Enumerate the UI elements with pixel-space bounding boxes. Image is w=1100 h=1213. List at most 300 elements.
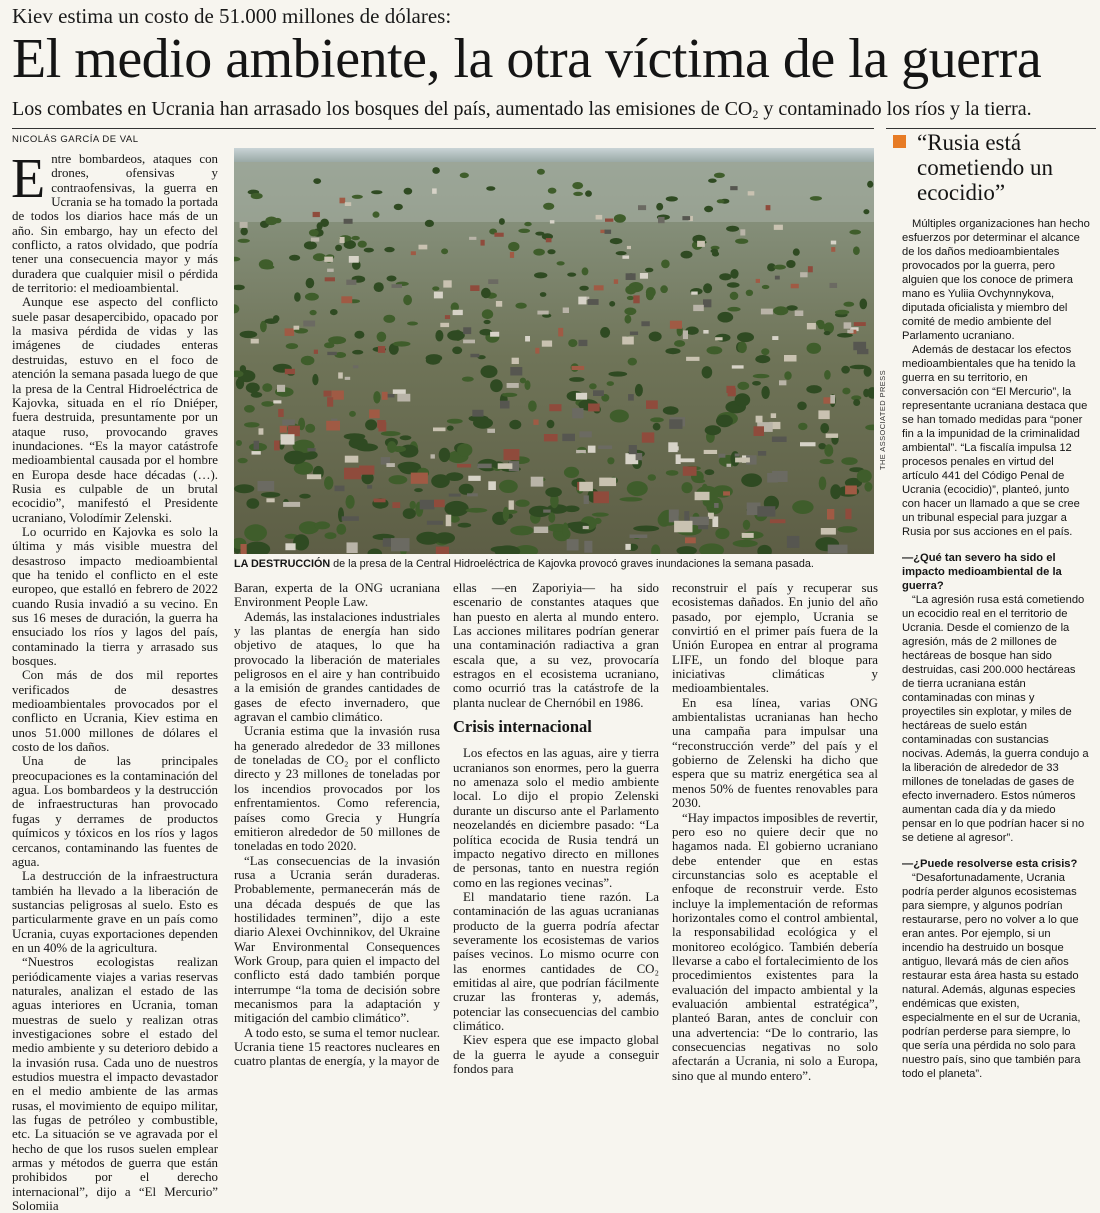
- tree-clump: [573, 192, 583, 196]
- tree-clump: [797, 402, 807, 411]
- tree-clump: [351, 236, 359, 240]
- tree-clump: [711, 249, 719, 253]
- house-roof: [669, 510, 679, 523]
- house-roof: [367, 485, 372, 489]
- tree-clump: [681, 251, 693, 259]
- tree-clump: [400, 435, 412, 440]
- house-roof: [596, 215, 603, 220]
- house-roof: [345, 456, 359, 463]
- house-roof: [630, 535, 648, 539]
- house-roof: [392, 502, 400, 508]
- house-roof: [853, 342, 866, 350]
- tree-clump: [241, 227, 248, 235]
- tree-clump: [798, 423, 807, 430]
- house-roof: [281, 434, 295, 444]
- deck-text-end: y contaminado los ríos y la tierra.: [758, 98, 1032, 120]
- tree-clump: [425, 220, 434, 227]
- tree-clump: [324, 476, 333, 489]
- tree-clump: [330, 309, 338, 315]
- deck-text-start: Los combates en Ucrania han arrasado los bosques del país, aumentado las emisiones de CO: [12, 98, 753, 120]
- house-roof: [658, 217, 665, 223]
- tree-clump: [753, 374, 770, 378]
- house-roof: [844, 322, 852, 328]
- house-roof: [457, 464, 471, 468]
- tree-clump: [315, 521, 331, 529]
- tree-clump: [356, 443, 378, 451]
- tree-clump: [624, 308, 636, 316]
- tree-clump: [810, 196, 822, 201]
- tree-clump: [499, 480, 518, 493]
- house-roof: [627, 246, 631, 249]
- house-roof: [431, 454, 435, 458]
- tree-clump: [567, 273, 576, 277]
- tree-clump: [299, 494, 311, 499]
- house-roof: [427, 521, 443, 525]
- house-roof: [588, 404, 600, 412]
- house-roof: [695, 492, 710, 500]
- subheading: Crisis internacional: [453, 717, 592, 737]
- tree-clump: [387, 441, 396, 453]
- house-roof: [280, 426, 287, 433]
- drop-cap: E: [11, 148, 46, 210]
- tree-clump: [251, 193, 263, 199]
- tree-clump: [509, 420, 521, 430]
- tree-clump: [393, 341, 411, 346]
- sidebar-paragraph: Múltiples organizaciones han hecho esfuerzos por determinar el alcance de los daños medioambientales provocados por la guerra, pero alguien que los conoce de primera mano es Yuliia Ovchynnykova, diputada oficialista y miembro del comité de medio ambiente del Parlamento ucraniano.: [902, 218, 1090, 342]
- house-roof: [338, 372, 343, 378]
- paragraph: Los efectos en las aguas, aire y tierra ucranianos son enormes, pero la guerra no amenaza solo el medio ambiente local. Lo dijo el propio Zelenski durante un discurso ante el Parlamento neozelandés en diciembre pasado: “La política ecocida de Rusia tendrá un impacto negativo directo en millones de personas, tanto en nuestra región como en las regiones vecinas”.: [453, 746, 659, 890]
- house-roof: [285, 328, 295, 336]
- house-roof: [756, 416, 763, 423]
- house-roof: [490, 332, 499, 337]
- house-roof: [646, 400, 658, 409]
- tree-clump: [457, 444, 472, 457]
- house-roof: [419, 245, 428, 250]
- tree-clump: [407, 322, 418, 326]
- house-roof: [576, 450, 586, 453]
- tree-clump: [533, 249, 545, 256]
- tree-clump: [568, 339, 577, 347]
- tree-clump: [528, 401, 537, 412]
- tree-clump: [387, 276, 397, 282]
- tree-clump: [262, 383, 272, 392]
- house-roof: [392, 284, 403, 288]
- house-roof: [274, 441, 280, 451]
- house-roof: [845, 486, 857, 495]
- tree-clump: [666, 470, 679, 476]
- house-roof: [774, 225, 783, 230]
- tree-clump: [458, 523, 472, 528]
- house-roof: [583, 526, 589, 529]
- house-roof: [433, 428, 446, 432]
- house-roof: [285, 369, 295, 374]
- tree-clump: [635, 384, 643, 397]
- house-roof: [411, 473, 428, 484]
- caption-lead: LA DESTRUCCIÓN: [234, 558, 331, 570]
- tree-clump: [481, 365, 498, 378]
- house-roof: [344, 468, 361, 480]
- house-roof: [827, 509, 834, 520]
- tree-clump: [853, 399, 860, 406]
- tree-clump: [727, 282, 740, 287]
- tree-clump: [373, 391, 380, 403]
- tree-clump: [650, 417, 664, 422]
- byline: NICOLÁS GARCÍA DE VAL: [12, 134, 139, 145]
- article-column-1: [11, 148, 218, 1213]
- house-roof: [693, 305, 704, 311]
- house-roof: [588, 446, 596, 453]
- paragraph: En esa línea, varias ONG ambientalistas ucranianas han hecho una campaña para impulsar una “reconstrucción verde” del país y el gobierno de Zelenski ha dicho que espera que su matriz energética sea al menos 50% de fuentes renovables para 2030.: [672, 695, 878, 811]
- tree-clump: [543, 203, 554, 210]
- article-column-4: [672, 581, 878, 1083]
- tree-clump: [564, 506, 580, 513]
- house-roof: [728, 388, 736, 396]
- house-roof: [472, 410, 483, 417]
- tree-clump: [838, 526, 858, 533]
- tree-clump: [627, 481, 648, 496]
- tree-clump: [304, 241, 317, 249]
- house-roof: [686, 357, 699, 361]
- tree-clump: [761, 348, 769, 355]
- tree-clump: [410, 501, 416, 509]
- house-roof: [252, 451, 261, 455]
- tree-clump: [503, 507, 509, 522]
- house-roof: [742, 533, 754, 538]
- house-roof: [445, 315, 450, 319]
- house-roof: [314, 350, 318, 354]
- sidebar-interview: [902, 217, 1090, 1081]
- house-roof: [544, 434, 558, 441]
- tree-clump: [294, 292, 301, 301]
- tree-clump: [490, 379, 503, 392]
- paragraph: A todo esto, se suma el temor nuclear. Ucrania tiene 15 reactores nucleares en cuatro plantas de energía, y la mayor de: [234, 1025, 440, 1069]
- tree-clump: [312, 374, 318, 385]
- tree-clump: [548, 512, 555, 522]
- tree-clump: [499, 218, 505, 225]
- tree-clump: [579, 286, 588, 291]
- house-roof: [772, 437, 787, 443]
- tree-clump: [663, 406, 679, 415]
- tree-clump: [520, 378, 526, 384]
- tree-clump: [439, 448, 450, 462]
- house-roof: [626, 273, 636, 280]
- house-roof: [808, 266, 813, 272]
- house-roof: [578, 297, 586, 305]
- house-roof: [821, 528, 836, 535]
- house-roof: [469, 237, 476, 240]
- tree-clump: [432, 167, 440, 174]
- house-roof: [630, 332, 638, 336]
- tree-clump: [460, 173, 469, 179]
- house-roof: [758, 451, 766, 456]
- house-roof: [543, 510, 550, 513]
- tree-clump: [447, 419, 463, 424]
- tree-clump: [773, 306, 788, 315]
- tree-clump: [841, 366, 850, 374]
- tree-clump: [537, 169, 545, 175]
- house-roof: [546, 238, 552, 242]
- headline: El medio ambiente, la otra víctima de la guerra: [12, 28, 1042, 90]
- deck-subscript: 2: [752, 107, 759, 121]
- house-roof: [311, 238, 319, 242]
- house-roof: [537, 311, 548, 315]
- paragraph: Kiev espera que ese impacto global de la guerra le ayude a conseguir fondos para: [453, 1033, 659, 1076]
- house-roof: [628, 394, 634, 401]
- tree-clump: [674, 340, 685, 347]
- tree-clump: [585, 190, 592, 196]
- tree-clump: [835, 310, 849, 315]
- tree-clump: [244, 405, 255, 413]
- house-roof: [327, 352, 337, 355]
- house-roof: [369, 410, 380, 419]
- house-roof: [669, 419, 682, 429]
- house-roof: [605, 230, 612, 234]
- tree-clump: [547, 249, 555, 254]
- house-roof: [278, 409, 284, 417]
- tree-clump: [564, 467, 579, 478]
- house-roof: [324, 257, 333, 262]
- tree-clump: [502, 393, 517, 397]
- tree-clump: [371, 190, 382, 194]
- tree-clump: [236, 378, 244, 390]
- house-roof: [567, 539, 579, 550]
- house-roof: [507, 383, 519, 388]
- house-roof: [641, 321, 649, 326]
- house-roof: [703, 299, 711, 307]
- tree-clump: [346, 495, 355, 509]
- house-roof: [359, 466, 374, 475]
- photo-credit: THE ASSOCIATED PRESS: [878, 370, 887, 470]
- tree-clump: [572, 182, 583, 189]
- house-roof: [282, 420, 295, 426]
- house-roof: [622, 256, 629, 259]
- house-roof: [488, 481, 496, 490]
- house-roof: [787, 536, 800, 548]
- tree-clump: [705, 425, 721, 435]
- deck: [12, 96, 1092, 127]
- sidebar-paragraph: Además de destacar los efectos medioambientales que ha tenido la guerra en su territorio, en conversación con “El Mercurio”, la representante ucraniana destaca que se han tomado medidas para “poner fin a la impunidad de la criminalidad ambiental”. “La fiscalía impulsa 12 procesos penales en virtud del artículo 441 del Código Penal de Ucrania (ecocidio)”, planteó, junto con hacer un llamado a que se cree un tribunal especial para juzgar a Rusia por sus acciones en el país.: [902, 344, 1088, 538]
- tree-clump: [354, 331, 364, 339]
- tree-clump: [735, 239, 748, 244]
- tree-clump: [398, 462, 421, 472]
- house-roof: [704, 450, 717, 454]
- house-roof: [285, 543, 295, 550]
- tree-clump: [384, 247, 394, 252]
- tree-clump: [746, 290, 753, 296]
- house-roof: [638, 205, 646, 210]
- tree-clump: [486, 186, 495, 191]
- tree-clump: [645, 268, 653, 273]
- tree-clump: [784, 371, 791, 380]
- house-roof: [477, 464, 491, 469]
- house-roof: [748, 191, 755, 195]
- tree-clump: [265, 217, 277, 226]
- house-roof: [761, 309, 773, 315]
- house-roof: [468, 476, 480, 481]
- tree-clump: [717, 312, 733, 323]
- tree-clump: [592, 513, 609, 517]
- house-roof: [504, 449, 520, 460]
- tree-clump: [473, 417, 493, 428]
- house-roof: [393, 389, 406, 394]
- house-roof: [683, 330, 688, 339]
- house-roof: [754, 426, 765, 436]
- tree-clump: [842, 388, 850, 395]
- house-roof: [766, 205, 771, 210]
- house-roof: [342, 516, 359, 521]
- tree-clump: [305, 293, 319, 301]
- tree-clump: [646, 287, 656, 297]
- house-roof: [683, 466, 697, 475]
- house-roof: [345, 377, 351, 380]
- tree-clump: [394, 204, 403, 210]
- house-roof: [453, 310, 463, 315]
- tree-clump: [244, 524, 267, 541]
- tree-clump: [435, 532, 455, 544]
- house-roof: [599, 478, 616, 487]
- tree-clump: [737, 332, 754, 342]
- paragraph: reconstruir el país y recuperar sus ecosistemas dañados. En junio del año pasado, por ejemplo, Ucrania se convirtió en el primer país fuera de la Unión Europea en entrar al programa LIFE, un fondo del bloque para iniciativas climáticas y medioambientales.: [672, 581, 878, 696]
- tree-clump: [864, 482, 872, 492]
- house-roof: [588, 299, 599, 305]
- house-roof: [386, 463, 395, 467]
- house-roof: [432, 188, 437, 193]
- paragraph: Lo ocurrido en Kajovka es solo la última y más visible muestra del desastroso impacto medioambiental que ha tenido el conflicto en el este europeo, que estalló en febrero de 2022 cuando Rusia invadió a su vecino. En sus 16 meses de duración, la guerra ha ensuciado los ríos y lagos del país, contaminado la tierra y arrasado sus bosques.: [12, 524, 218, 669]
- paragraph: Además, las instalaciones industriales y las plantas de energía han sido objetivo de ataques, lo que ha provocado la liberación de materiales peligrosos en el aire y han contribuido a la emisión de grandes cantidades de gases de efecto invernadero, que agravan el cambio climático.: [234, 609, 440, 725]
- tree-clump: [447, 426, 454, 431]
- house-roof: [391, 538, 410, 551]
- house-roof: [579, 431, 591, 437]
- house-roof: [558, 328, 563, 337]
- house-roof: [377, 420, 386, 428]
- house-roof: [579, 482, 593, 491]
- tree-clump: [824, 370, 831, 380]
- tree-clump: [515, 500, 529, 507]
- tree-clump: [682, 482, 693, 493]
- tree-clump: [383, 315, 395, 323]
- house-roof: [732, 365, 744, 368]
- house-roof: [251, 339, 259, 344]
- house-roof: [420, 500, 435, 510]
- tree-clump: [730, 269, 738, 279]
- house-roof: [488, 279, 498, 284]
- house-roof: [622, 337, 634, 345]
- caption-text: de la presa de la Central Hidroeléctrica de Kajovka provocó graves inundaciones la semana pasada.: [330, 558, 814, 570]
- tree-clump: [313, 253, 326, 261]
- tree-clump: [702, 366, 713, 378]
- tree-clump: [264, 318, 278, 324]
- tree-clump: [414, 488, 423, 492]
- house-roof: [303, 321, 315, 327]
- house-roof: [830, 395, 835, 404]
- article-column-3: [453, 581, 659, 1076]
- house-roof: [767, 473, 778, 483]
- tree-clump: [607, 457, 614, 464]
- house-roof: [845, 509, 851, 520]
- house-roof: [633, 295, 639, 303]
- house-roof: [691, 292, 698, 295]
- tree-clump: [649, 332, 662, 342]
- house-roof: [535, 348, 539, 354]
- house-roof: [854, 322, 866, 326]
- tree-clump: [648, 474, 656, 481]
- house-roof: [327, 269, 334, 272]
- house-roof: [795, 311, 804, 317]
- tree-clump: [730, 292, 739, 300]
- house-roof: [614, 279, 618, 284]
- house-roof: [446, 515, 452, 527]
- tree-clump: [459, 484, 474, 495]
- house-roof: [326, 421, 340, 431]
- house-roof: [307, 474, 321, 479]
- tree-clump: [665, 348, 680, 354]
- tree-clump: [741, 473, 762, 487]
- tree-clump: [545, 487, 562, 497]
- tree-clump: [708, 179, 717, 183]
- house-roof: [723, 491, 730, 495]
- house-roof: [718, 454, 725, 458]
- house-roof: [826, 434, 838, 438]
- tree-clump: [607, 381, 614, 386]
- house-roof: [714, 503, 719, 508]
- house-roof: [735, 454, 740, 457]
- house-roof: [584, 541, 592, 553]
- tree-clump: [755, 355, 770, 363]
- tree-clump: [313, 178, 321, 184]
- tree-clump: [328, 336, 346, 344]
- house-roof: [258, 481, 275, 491]
- tree-clump: [441, 248, 448, 254]
- tree-clump: [627, 296, 634, 300]
- house-roof: [625, 544, 630, 550]
- sidebar-accent-square: [893, 135, 906, 148]
- paragraph: “Hay impactos imposibles de revertir, pero eso no quiere decir que no hagamos nada. El gobierno ucraniano debe entender que en estas circunstancias solo es aceptable el enfoque de reconstruir verde. Esto incluye la implementación de reformas horizontales como el control ambiental, la responsabilidad ecológica y el monitoreo ecológico. También debería llevarse a cabo el fortalecimiento de los procedimientos existentes para la evaluación del impacto ambiental y la evaluación ambiental estratégica”, planteó Baran, antes de concluir con una advertencia: “De lo contrario, las consecuencias negativas no solo afectarán a Ucrania, ni solo a Europa, sino que al mundo entero”.: [672, 810, 878, 1083]
- tree-clump: [358, 241, 367, 248]
- house-roof: [727, 464, 732, 467]
- house-roof: [685, 537, 696, 543]
- tree-clump: [336, 524, 346, 535]
- house-roof: [387, 394, 394, 398]
- house-roof: [533, 420, 538, 425]
- tree-clump: [325, 532, 337, 539]
- house-roof: [674, 521, 692, 533]
- tree-clump: [843, 302, 854, 307]
- tree-clump: [737, 382, 749, 390]
- tree-clump: [857, 470, 872, 483]
- tree-clump: [660, 285, 668, 293]
- house-roof: [531, 477, 544, 487]
- interview-question: —¿Qué tan severo ha sido el impacto medioambiental de la guerra?: [902, 552, 1062, 592]
- house-roof: [703, 330, 708, 334]
- interview-question: —¿Puede resolverse esta crisis?: [902, 858, 1078, 870]
- house-roof: [735, 458, 750, 463]
- tree-clump: [661, 260, 670, 269]
- tree-clump: [714, 173, 725, 178]
- house-roof: [670, 321, 682, 329]
- tree-clump: [508, 242, 519, 251]
- tree-clump: [261, 492, 280, 497]
- tree-clump: [733, 540, 758, 547]
- article-column-2: [234, 581, 440, 1069]
- tree-clump: [610, 410, 629, 423]
- tree-clump: [860, 299, 868, 310]
- paragraph: ellas —en Zaporiyia— ha sido escenario de constantes ataques que han puesto en alerta al mundo entero. Las acciones militares podrían generar una contaminación radiactiva a gran escala que, a su vez, provocaría estragos en el ecosistema ucraniano, como ocurrió tras la catástrofe de la planta nuclear de Chernóbil en 1986.: [453, 581, 659, 710]
- house-roof: [434, 292, 443, 299]
- house-roof: [510, 252, 514, 258]
- house-roof: [241, 544, 247, 554]
- house-roof: [593, 390, 604, 396]
- tree-clump: [261, 401, 274, 407]
